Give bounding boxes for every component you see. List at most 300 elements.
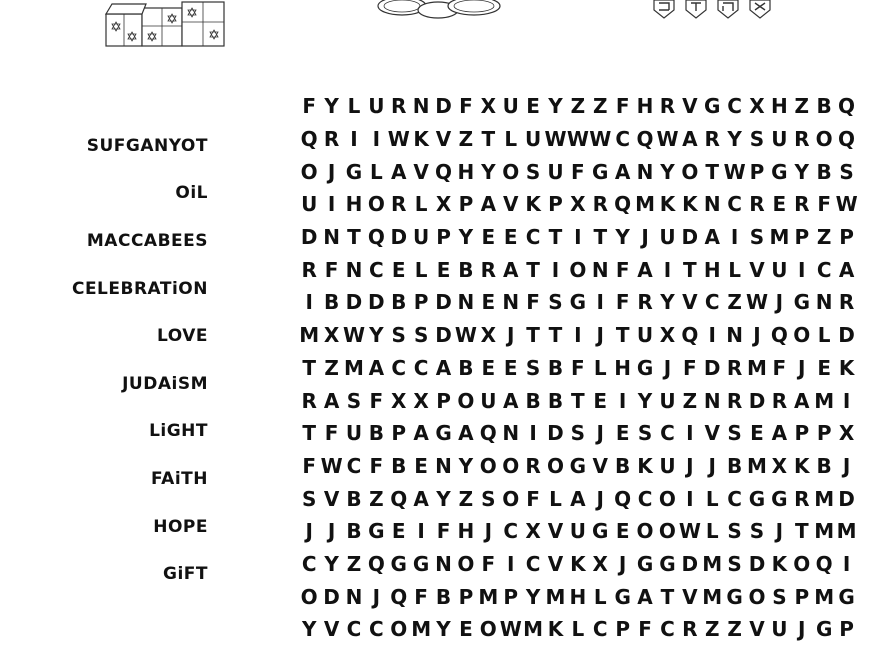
grid-cell[interactable]: Y [458, 453, 474, 478]
grid-cell[interactable]: O [748, 584, 766, 609]
grid-cell[interactable]: O [367, 192, 385, 217]
grid-cell[interactable]: P [503, 584, 519, 609]
grid-cell[interactable]: G [390, 551, 407, 576]
grid-cell[interactable]: G [636, 355, 654, 380]
grid-cell[interactable]: P [839, 225, 854, 250]
grid-cell[interactable]: D [435, 290, 452, 315]
grid-cell[interactable]: C [369, 257, 384, 282]
grid-cell[interactable]: S [772, 584, 787, 609]
grid-cell[interactable]: I [686, 486, 694, 511]
grid-cell[interactable]: I [842, 551, 851, 576]
grid-cell[interactable]: Z [570, 94, 586, 119]
grid-cell[interactable]: P [839, 617, 854, 642]
grid-cell[interactable]: S [727, 519, 742, 544]
grid-cell[interactable]: W [723, 159, 746, 184]
grid-cell[interactable]: I [372, 127, 381, 152]
grid-cell[interactable]: F [324, 421, 339, 446]
grid-cell[interactable]: U [659, 225, 676, 250]
grid-cell[interactable]: J [372, 584, 381, 609]
grid-cell[interactable]: J [327, 519, 336, 544]
grid-cell[interactable]: Y [525, 584, 541, 609]
grid-cell[interactable]: O [502, 486, 520, 511]
grid-cell[interactable]: N [502, 421, 520, 446]
grid-cell[interactable]: T [526, 257, 540, 282]
grid-cell[interactable]: G [592, 519, 609, 544]
grid-cell[interactable]: D [435, 323, 452, 348]
grid-cell[interactable]: G [368, 519, 385, 544]
grid-cell[interactable]: E [391, 257, 406, 282]
grid-cell[interactable]: F [615, 94, 630, 119]
grid-cell[interactable]: Q [614, 486, 632, 511]
grid-cell[interactable]: D [323, 584, 340, 609]
grid-cell[interactable]: U [636, 323, 654, 348]
grid-cell[interactable]: C [615, 127, 630, 152]
grid-cell[interactable]: P [794, 421, 810, 446]
grid-cell[interactable]: Y [301, 617, 317, 642]
grid-cell[interactable]: J [753, 323, 761, 348]
grid-cell[interactable]: K [637, 453, 653, 478]
grid-cell[interactable]: S [749, 519, 765, 544]
grid-cell[interactable]: W [589, 127, 612, 152]
grid-cell[interactable]: X [435, 192, 452, 217]
grid-cell[interactable]: F [571, 355, 585, 380]
grid-cell[interactable]: M [702, 551, 723, 576]
grid-cell[interactable]: S [525, 355, 541, 380]
grid-cell[interactable]: G [569, 453, 587, 478]
grid-cell[interactable]: D [838, 486, 855, 511]
grid-cell[interactable]: X [413, 388, 429, 413]
grid-cell[interactable]: A [323, 388, 340, 413]
grid-cell[interactable]: F [615, 257, 630, 282]
grid-cell[interactable]: I [417, 519, 425, 544]
grid-cell[interactable]: D [748, 551, 766, 576]
grid-cell[interactable]: Q [614, 192, 632, 217]
grid-cell[interactable]: F [571, 159, 585, 184]
grid-cell[interactable]: C [525, 225, 541, 250]
grid-cell[interactable]: O [300, 584, 318, 609]
grid-cell[interactable]: X [592, 551, 608, 576]
grid-cell[interactable]: P [794, 225, 810, 250]
grid-cell[interactable]: S [548, 290, 563, 315]
grid-cell[interactable]: M [478, 584, 499, 609]
grid-cell[interactable]: N [636, 159, 654, 184]
grid-cell[interactable]: N [345, 257, 363, 282]
grid-cell[interactable]: Y [727, 127, 742, 152]
grid-cell[interactable]: B [323, 290, 340, 315]
grid-cell[interactable]: G [793, 290, 810, 315]
grid-cell[interactable]: Z [727, 290, 742, 315]
grid-cell[interactable]: Z [346, 551, 362, 576]
grid-cell[interactable]: C [525, 551, 541, 576]
grid-cell[interactable]: C [301, 551, 317, 576]
grid-cell[interactable]: B [435, 584, 452, 609]
grid-cell[interactable]: C [346, 617, 362, 642]
grid-cell[interactable]: U [345, 421, 363, 446]
grid-cell[interactable]: M [635, 192, 655, 217]
grid-cell[interactable]: T [794, 519, 809, 544]
grid-cell[interactable]: A [570, 486, 586, 511]
grid-cell[interactable]: Y [548, 94, 563, 119]
grid-cell[interactable]: H [614, 355, 632, 380]
grid-cell[interactable]: X [391, 388, 407, 413]
grid-cell[interactable]: T [660, 584, 675, 609]
grid-cell[interactable]: Z [794, 94, 810, 119]
grid-cell[interactable]: P [458, 584, 474, 609]
grid-cell[interactable]: D [300, 225, 318, 250]
grid-cell[interactable]: M [814, 486, 835, 511]
grid-cell[interactable]: L [414, 257, 428, 282]
grid-cell[interactable]: L [549, 486, 562, 511]
grid-cell[interactable]: B [615, 453, 631, 478]
grid-cell[interactable]: A [637, 584, 653, 609]
grid-cell[interactable]: N [457, 290, 475, 315]
grid-cell[interactable]: W [454, 323, 477, 348]
grid-cell[interactable]: I [596, 290, 604, 315]
grid-cell[interactable]: O [636, 519, 654, 544]
grid-cell[interactable]: Z [458, 486, 474, 511]
grid-cell[interactable]: H [345, 192, 363, 217]
grid-cell[interactable]: V [592, 453, 608, 478]
grid-cell[interactable]: T [302, 421, 317, 446]
grid-cell[interactable]: J [596, 421, 604, 446]
grid-cell[interactable]: E [459, 617, 473, 642]
grid-cell[interactable]: S [727, 551, 742, 576]
grid-cell[interactable]: A [413, 421, 429, 446]
grid-cell[interactable]: R [794, 127, 810, 152]
grid-cell[interactable]: U [368, 94, 385, 119]
grid-cell[interactable]: N [323, 225, 340, 250]
grid-cell[interactable]: F [817, 192, 831, 217]
grid-cell[interactable]: R [838, 290, 855, 315]
grid-cell[interactable]: R [323, 127, 340, 152]
grid-cell[interactable]: K [682, 192, 698, 217]
grid-cell[interactable]: O [793, 323, 811, 348]
grid-cell[interactable]: R [794, 192, 810, 217]
grid-cell[interactable]: J [484, 519, 493, 544]
grid-cell[interactable]: X [570, 192, 586, 217]
grid-cell[interactable]: C [413, 355, 429, 380]
grid-cell[interactable]: U [524, 127, 542, 152]
grid-cell[interactable]: R [749, 192, 765, 217]
grid-cell[interactable]: I [574, 323, 582, 348]
grid-cell[interactable]: E [817, 355, 831, 380]
grid-cell[interactable]: O [815, 127, 833, 152]
grid-cell[interactable]: L [817, 323, 831, 348]
grid-cell[interactable]: J [686, 453, 694, 478]
grid-cell[interactable]: E [615, 519, 630, 544]
grid-cell[interactable]: P [458, 192, 474, 217]
grid-cell[interactable]: I [798, 257, 806, 282]
grid-cell[interactable]: R [704, 127, 720, 152]
grid-cell[interactable]: A [391, 159, 407, 184]
grid-cell[interactable]: L [705, 519, 719, 544]
grid-cell[interactable]: T [548, 225, 563, 250]
grid-cell[interactable]: O [793, 551, 811, 576]
grid-cell[interactable]: O [300, 159, 318, 184]
grid-cell[interactable]: X [480, 323, 497, 348]
grid-cell[interactable]: W [387, 127, 410, 152]
grid-cell[interactable]: O [658, 486, 676, 511]
grid-cell[interactable]: K [413, 127, 429, 152]
grid-cell[interactable]: U [480, 388, 497, 413]
grid-cell[interactable]: F [414, 584, 428, 609]
grid-cell[interactable]: D [435, 94, 452, 119]
grid-cell[interactable]: R [592, 192, 608, 217]
grid-cell[interactable]: Y [369, 323, 384, 348]
grid-cell[interactable]: D [703, 355, 721, 380]
grid-cell[interactable]: K [525, 192, 541, 217]
grid-cell[interactable]: T [481, 127, 496, 152]
grid-cell[interactable]: L [414, 192, 428, 217]
grid-cell[interactable]: B [346, 486, 362, 511]
grid-cell[interactable]: B [547, 388, 564, 413]
grid-cell[interactable]: N [726, 323, 743, 348]
grid-cell[interactable]: E [503, 355, 518, 380]
grid-cell[interactable]: A [682, 127, 698, 152]
grid-cell[interactable]: T [526, 323, 540, 348]
grid-cell[interactable]: M [769, 225, 790, 250]
grid-cell[interactable]: G [815, 617, 833, 642]
grid-cell[interactable]: O [390, 617, 408, 642]
grid-cell[interactable]: N [502, 290, 520, 315]
grid-cell[interactable]: R [659, 94, 676, 119]
grid-cell[interactable]: B [816, 453, 832, 478]
grid-cell[interactable]: T [302, 355, 317, 380]
grid-cell[interactable]: Q [367, 225, 385, 250]
grid-cell[interactable]: H [636, 94, 654, 119]
grid-cell[interactable]: S [391, 323, 406, 348]
grid-cell[interactable]: L [593, 355, 607, 380]
grid-cell[interactable]: R [771, 388, 788, 413]
grid-cell[interactable]: S [481, 486, 496, 511]
grid-cell[interactable]: E [750, 421, 764, 446]
grid-cell[interactable]: T [571, 388, 585, 413]
grid-cell[interactable]: D [547, 421, 564, 446]
grid-cell[interactable]: W [566, 127, 589, 152]
grid-cell[interactable]: H [569, 584, 587, 609]
grid-cell[interactable]: E [481, 290, 496, 315]
grid-cell[interactable]: L [571, 617, 585, 642]
grid-cell[interactable]: W [835, 192, 858, 217]
grid-cell[interactable]: P [749, 159, 765, 184]
grid-cell[interactable]: Q [367, 551, 385, 576]
grid-cell[interactable]: R [391, 192, 407, 217]
grid-cell[interactable]: L [369, 159, 383, 184]
grid-cell[interactable]: Q [838, 94, 856, 119]
grid-cell[interactable]: V [682, 94, 698, 119]
grid-cell[interactable]: Q [770, 323, 788, 348]
grid-cell[interactable]: F [638, 617, 652, 642]
grid-cell[interactable]: Q [479, 421, 497, 446]
grid-cell[interactable]: D [838, 323, 855, 348]
grid-cell[interactable]: F [481, 551, 496, 576]
grid-cell[interactable]: U [547, 159, 564, 184]
grid-cell[interactable]: M [836, 519, 857, 544]
grid-cell[interactable]: Z [727, 617, 742, 642]
grid-cell[interactable]: T [347, 225, 361, 250]
grid-cell[interactable]: I [574, 225, 582, 250]
grid-cell[interactable]: W [320, 453, 343, 478]
grid-cell[interactable]: B [547, 355, 564, 380]
grid-cell[interactable]: B [368, 421, 384, 446]
grid-cell[interactable]: O [681, 159, 699, 184]
grid-cell[interactable]: I [350, 127, 358, 152]
grid-cell[interactable]: R [301, 388, 317, 413]
grid-cell[interactable]: N [435, 551, 452, 576]
grid-cell[interactable]: A [614, 159, 631, 184]
grid-cell[interactable]: Y [660, 290, 675, 315]
grid-cell[interactable]: Q [300, 127, 318, 152]
grid-cell[interactable]: C [704, 290, 720, 315]
grid-cell[interactable]: P [548, 192, 563, 217]
grid-cell[interactable]: D [390, 225, 408, 250]
grid-cell[interactable]: J [596, 323, 604, 348]
grid-cell[interactable]: F [615, 290, 630, 315]
grid-cell[interactable]: W [342, 323, 366, 348]
grid-cell[interactable]: W [544, 127, 567, 152]
grid-cell[interactable]: S [346, 388, 362, 413]
grid-cell[interactable]: C [727, 486, 742, 511]
grid-cell[interactable]: U [301, 192, 318, 217]
grid-cell[interactable]: B [525, 388, 541, 413]
grid-cell[interactable]: J [641, 225, 649, 250]
grid-cell[interactable]: X [838, 421, 855, 446]
grid-cell[interactable]: X [659, 323, 676, 348]
grid-cell[interactable]: T [683, 257, 697, 282]
grid-cell[interactable]: A [838, 257, 855, 282]
grid-cell[interactable]: A [435, 355, 452, 380]
grid-cell[interactable]: C [592, 617, 608, 642]
grid-cell[interactable]: B [391, 453, 407, 478]
grid-cell[interactable]: D [748, 388, 766, 413]
grid-cell[interactable]: D [681, 551, 699, 576]
grid-cell[interactable]: K [659, 192, 676, 217]
grid-cell[interactable]: G [659, 551, 676, 576]
grid-cell[interactable]: E [481, 225, 496, 250]
grid-cell[interactable]: E [436, 257, 451, 282]
grid-cell[interactable]: M [702, 584, 723, 609]
grid-cell[interactable]: K [794, 453, 810, 478]
grid-cell[interactable]: N [591, 257, 609, 282]
grid-cell[interactable]: H [457, 159, 475, 184]
grid-cell[interactable]: S [839, 159, 854, 184]
grid-cell[interactable]: J [798, 355, 806, 380]
grid-cell[interactable]: D [681, 225, 699, 250]
grid-cell[interactable]: S [301, 486, 317, 511]
grid-cell[interactable]: O [479, 617, 497, 642]
grid-cell[interactable]: X [771, 453, 788, 478]
grid-cell[interactable]: I [663, 257, 672, 282]
grid-cell[interactable]: Z [682, 388, 698, 413]
grid-cell[interactable]: P [436, 225, 451, 250]
grid-cell[interactable]: O [502, 159, 520, 184]
grid-cell[interactable]: Q [390, 486, 408, 511]
grid-cell[interactable]: Z [324, 355, 339, 380]
grid-cell[interactable]: V [704, 421, 720, 446]
grid-cell[interactable]: Y [615, 225, 630, 250]
grid-cell[interactable]: Y [794, 159, 810, 184]
grid-cell[interactable]: N [815, 290, 833, 315]
grid-cell[interactable]: C [391, 355, 407, 380]
grid-cell[interactable]: G [704, 94, 721, 119]
grid-cell[interactable]: N [435, 453, 452, 478]
grid-cell[interactable]: I [842, 388, 851, 413]
grid-cell[interactable]: A [480, 192, 497, 217]
grid-cell[interactable]: F [369, 453, 384, 478]
grid-cell[interactable]: D [345, 290, 363, 315]
grid-cell[interactable]: Y [458, 225, 474, 250]
grid-cell[interactable]: B [816, 159, 832, 184]
grid-cell[interactable]: G [412, 551, 430, 576]
grid-cell[interactable]: S [727, 421, 742, 446]
grid-cell[interactable]: A [794, 388, 810, 413]
grid-cell[interactable]: G [838, 584, 855, 609]
grid-cell[interactable]: A [368, 355, 385, 380]
grid-cell[interactable]: Y [481, 159, 496, 184]
grid-cell[interactable]: X [323, 323, 340, 348]
grid-cell[interactable]: C [816, 257, 832, 282]
grid-cell[interactable]: J [775, 519, 784, 544]
grid-cell[interactable]: R [391, 94, 407, 119]
grid-cell[interactable]: A [413, 486, 429, 511]
grid-cell[interactable]: G [435, 421, 452, 446]
grid-cell[interactable]: O [502, 453, 520, 478]
grid-cell[interactable]: V [682, 290, 698, 315]
grid-cell[interactable]: G [748, 486, 766, 511]
grid-cell[interactable]: F [324, 257, 339, 282]
grid-cell[interactable]: F [526, 290, 540, 315]
grid-cell[interactable]: H [703, 257, 721, 282]
grid-cell[interactable]: E [503, 225, 518, 250]
grid-cell[interactable]: J [618, 551, 627, 576]
grid-cell[interactable]: S [749, 127, 765, 152]
grid-cell[interactable]: E [615, 421, 630, 446]
grid-cell[interactable]: S [637, 421, 653, 446]
grid-cell[interactable]: L [705, 486, 719, 511]
grid-cell[interactable]: Q [390, 584, 408, 609]
grid-cell[interactable]: V [413, 159, 429, 184]
grid-cell[interactable]: I [551, 257, 560, 282]
grid-cell[interactable]: P [413, 290, 429, 315]
grid-cell[interactable]: J [663, 355, 672, 380]
grid-cell[interactable]: S [570, 421, 586, 446]
grid-cell[interactable]: A [502, 257, 519, 282]
grid-cell[interactable]: K [570, 551, 586, 576]
grid-cell[interactable]: I [708, 323, 716, 348]
grid-cell[interactable]: A [704, 225, 720, 250]
grid-cell[interactable]: M [814, 584, 835, 609]
grid-cell[interactable]: X [525, 519, 541, 544]
grid-cell[interactable]: G [636, 551, 654, 576]
grid-cell[interactable]: R [794, 486, 810, 511]
grid-cell[interactable]: X [749, 94, 765, 119]
grid-cell[interactable]: T [593, 225, 608, 250]
grid-cell[interactable]: T [705, 159, 720, 184]
grid-cell[interactable]: F [682, 355, 697, 380]
grid-cell[interactable]: G [345, 159, 363, 184]
grid-cell[interactable]: A [771, 421, 788, 446]
grid-cell[interactable]: M [299, 323, 320, 348]
grid-cell[interactable]: M [747, 355, 767, 380]
grid-cell[interactable]: M [814, 519, 835, 544]
grid-cell[interactable]: Z [369, 486, 384, 511]
grid-cell[interactable]: K [771, 551, 788, 576]
grid-cell[interactable]: H [457, 519, 475, 544]
grid-cell[interactable]: O [546, 453, 564, 478]
grid-cell[interactable]: R [301, 257, 317, 282]
grid-cell[interactable]: Q [815, 551, 833, 576]
grid-cell[interactable]: W [678, 519, 701, 544]
